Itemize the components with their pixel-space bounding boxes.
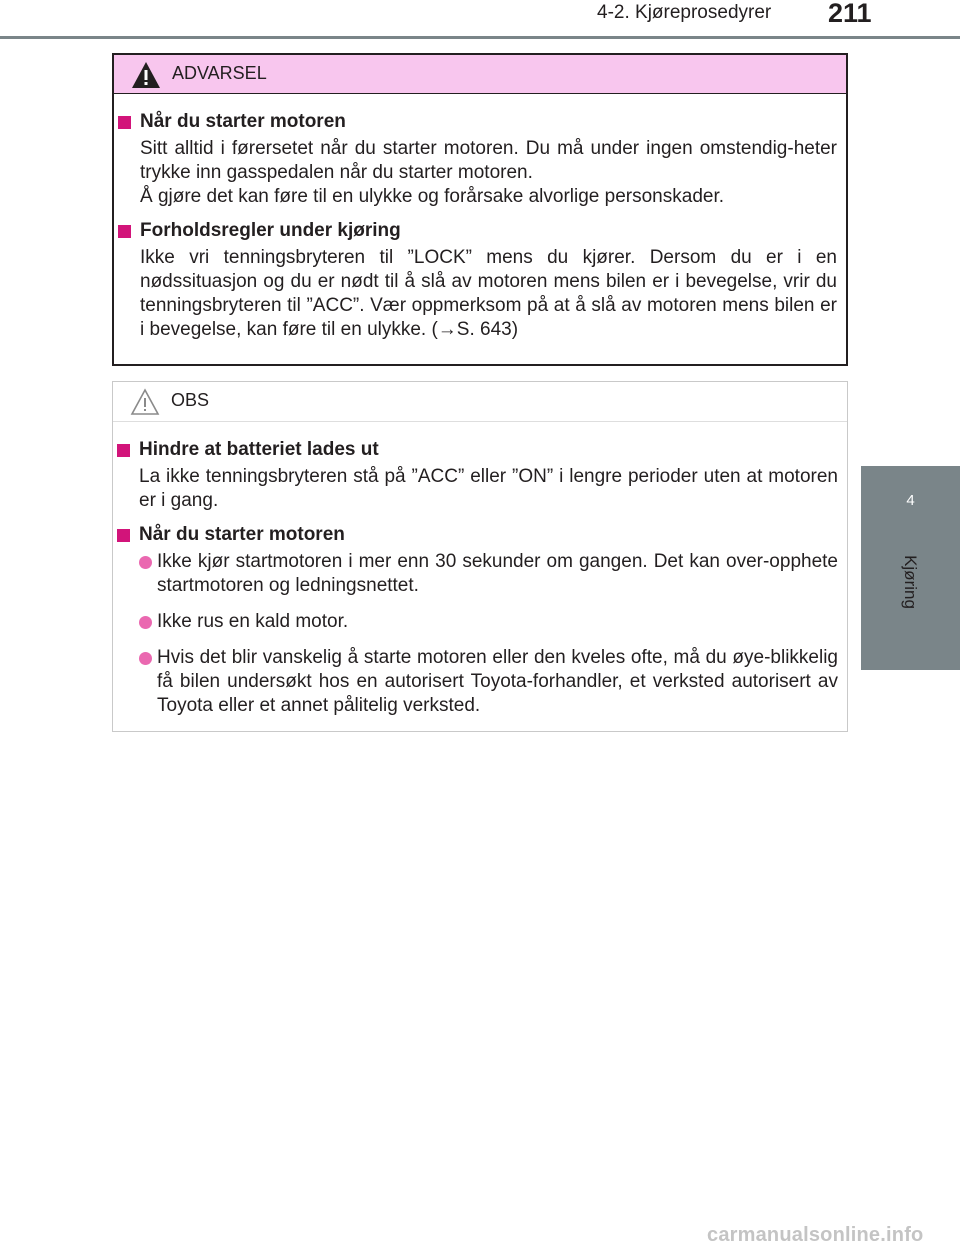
caution-triangle-outline-icon [130, 388, 160, 416]
section-title: Når du starter motoren [118, 110, 837, 134]
notice-body [113, 422, 847, 718]
warning-label: ADVARSEL [172, 63, 267, 83]
warning-header [114, 55, 846, 94]
paragraph: Sitt alltid i førersetet når du starter motoren. Du må under ingen omstendig-heter trykke inn gasspedalen når du starter motoren. [140, 138, 837, 183]
warning-triangle-icon [131, 61, 161, 89]
paragraph: La ikke tenningsbryteren stå på ”ACC” eller ”ON” i lengre perioder uten at motoren er i gang. [139, 466, 838, 511]
notice-label: OBS [171, 390, 210, 410]
list-item: Hvis det blir vanskelig å starte motoren eller den kveles ofte, må du øye-blikkelig få bilen undersøkt hos en autorisert Toyota-forhandler, et verksted autorisert av Toyota eller et annet pålitelig verksted. [117, 646, 838, 718]
section-title: Når du starter motoren [117, 523, 838, 547]
square-bullet-icon [117, 529, 130, 542]
section-title: Hindre at batteriet lades ut [117, 438, 838, 462]
square-bullet-icon [118, 225, 131, 238]
chapter-label: Kjøring [901, 555, 920, 609]
round-bullet-icon [139, 652, 152, 665]
round-bullet-icon [139, 556, 152, 569]
round-bullet-icon [139, 616, 152, 629]
warning-box [112, 53, 848, 366]
section-title: Forholdsregler under kjøring [118, 219, 837, 243]
chapter-number: 4 [906, 492, 915, 509]
list-item: Ikke kjør startmotoren i mer enn 30 sekunder om gangen. Det kan over-opphete startmotoren og ledningsnettet. [117, 550, 838, 598]
header-section-title: 4-2. Kjøreprosedyrer [597, 2, 772, 23]
square-bullet-icon [118, 116, 131, 129]
warning-body [114, 94, 846, 342]
page-number: 211 [828, 0, 872, 28]
notice-box [112, 381, 848, 732]
paragraph: Å gjøre det kan føre til en ulykke og forårsake alvorlige personskader. [140, 186, 725, 207]
list-item: Ikke rus en kald motor. [117, 610, 838, 634]
paragraph: Ikke vri tenningsbryteren til ”LOCK” mens du kjører. Dersom du er i en nødssituasjon og du er nødt til å slå av motoren mens bilen er i bevegelse, vrir du tenningsbryteren til ”ACC”. Vær oppmerksom på at å slå av motoren mens bilen er i bevegelse, kan føre til en ulykke. (→S. 643) [140, 247, 837, 340]
square-bullet-icon [117, 444, 130, 457]
notice-header [113, 382, 847, 422]
watermark: carmanualsonline.info [707, 1224, 924, 1246]
header-divider [0, 36, 960, 39]
